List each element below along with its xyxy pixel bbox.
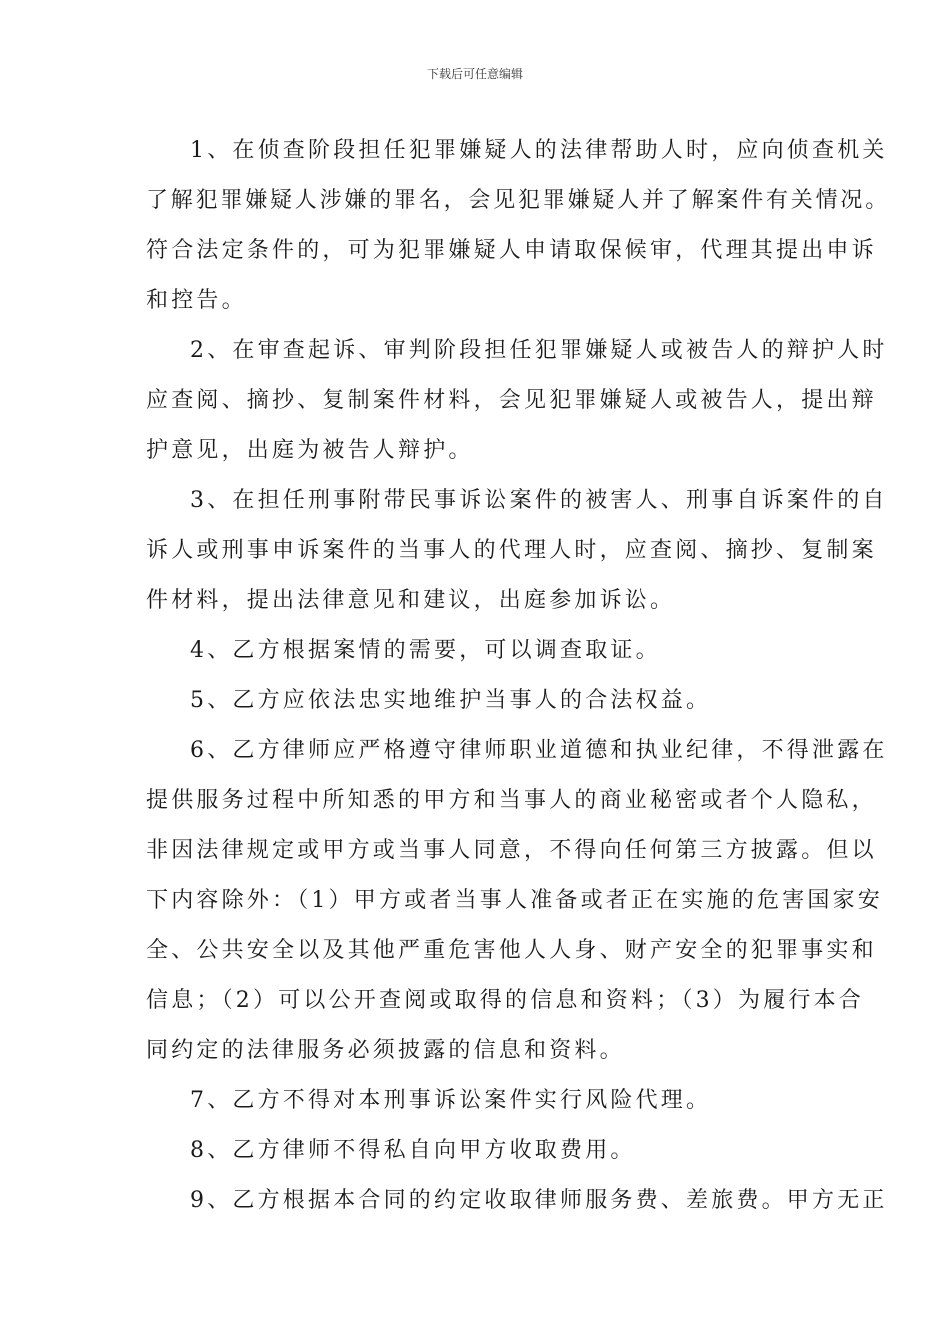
paragraph-line: 2、在审查起诉、审判阶段担任犯罪嫌疑人或被告人的辩护人时 [190, 338, 888, 363]
page-header: 下载后可任意编辑 [426, 67, 523, 81]
paragraph-line: 件材料，提出法律意见和建议，出庭参加诉讼。 [146, 588, 676, 613]
paragraph-line: 提供服务过程中所知悉的甲方和当事人的商业秘密或者个人隐私， [146, 788, 877, 813]
paragraph-line: 应查阅、摘抄、复制案件材料，会见犯罪嫌疑人或被告人，提出辩 [146, 388, 877, 413]
paragraph-line: 诉人或刑事申诉案件的当事人的代理人时，应查阅、摘抄、复制案 [146, 538, 877, 563]
paragraph-line: 信息；（2）可以公开查阅或取得的信息和资料；（3）为履行本合 [146, 988, 864, 1013]
paragraph-line: 6、乙方律师应严格遵守律师职业道德和执业纪律，不得泄露在 [190, 738, 888, 763]
paragraph-line: 9、乙方根据本合同的约定收取律师服务费、差旅费。甲方无正 [190, 1188, 888, 1213]
paragraph-line: 3、在担任刑事附带民事诉讼案件的被害人、刑事自诉案件的自 [190, 488, 888, 513]
paragraph-line: 8、乙方律师不得私自向甲方收取费用。 [190, 1138, 636, 1163]
paragraph-line: 护意见，出庭为被告人辩护。 [146, 438, 474, 463]
paragraph-line: 全、公共安全以及其他严重危害他人人身、财产安全的犯罪事实和 [146, 938, 877, 963]
paragraph-line: 下内容除外：（1）甲方或者当事人准备或者正在实施的危害国家安 [146, 888, 883, 913]
paragraph-line: 非因法律规定或甲方或当事人同意，不得向任何第三方披露。但以 [146, 838, 877, 863]
paragraph-line: 同约定的法律服务必须披露的信息和资料。 [146, 1038, 625, 1063]
paragraph-line: 1、在侦查阶段担任犯罪嫌疑人的法律帮助人时，应向侦查机关 [190, 138, 888, 163]
paragraph-line: 7、乙方不得对本刑事诉讼案件实行风险代理。 [190, 1088, 712, 1113]
paragraph-line: 和控告。 [146, 288, 247, 313]
paragraph-line: 4、乙方根据案情的需要，可以调查取证。 [190, 638, 661, 663]
paragraph-line: 符合法定条件的，可为犯罪嫌疑人申请取保候审，代理其提出申诉 [146, 238, 877, 263]
paragraph-line: 5、乙方应依法忠实地维护当事人的合法权益。 [190, 688, 712, 713]
paragraph-line: 了解犯罪嫌疑人涉嫌的罪名，会见犯罪嫌疑人并了解案件有关情况。 [146, 188, 891, 213]
